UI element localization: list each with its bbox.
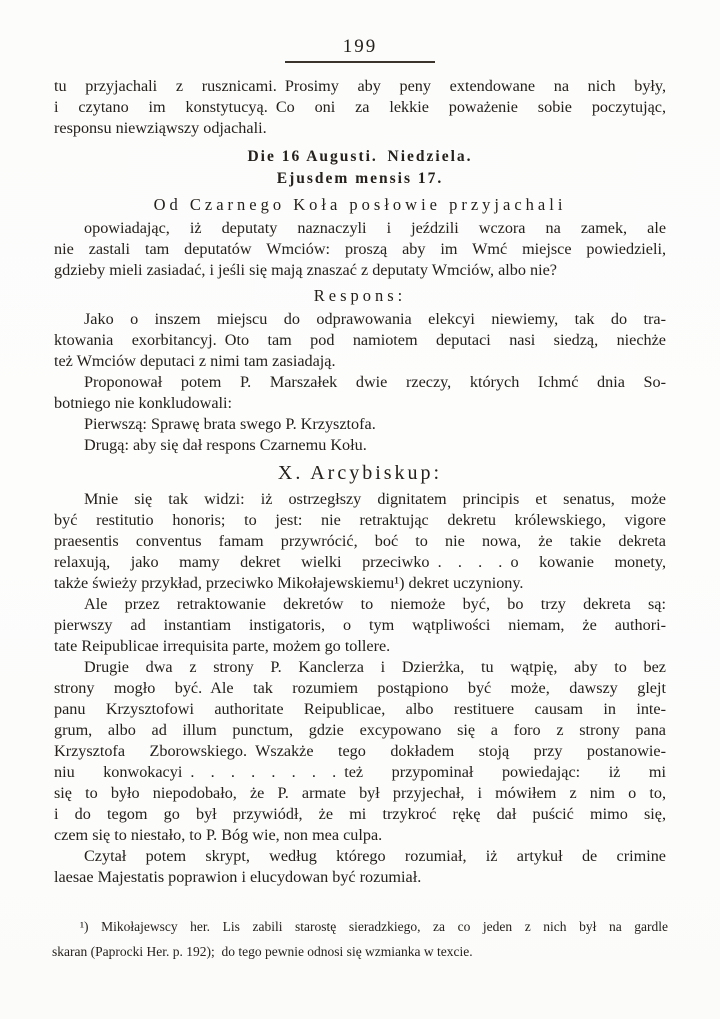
page-header [0, 36, 720, 63]
text-line: Czytał potem skrypt, według którego rozumiał, iż artykuł de crimine [84, 847, 666, 865]
text-line: botniego nie konkludowali: [54, 394, 233, 412]
text-line: grum, albo ad illum punctum, gdzie excypowano się a foro z strony pana [54, 721, 666, 739]
text-line: nie zastali tam deputatów Wmciów: proszą aby im Wmć miejsce powiedzieli, [54, 240, 666, 258]
paragraph [54, 489, 666, 594]
paragraph [54, 435, 666, 456]
text-line: ktowania exorbitancyj. Oto tam pod namiotem deputaci nasi siedzą, niechże [54, 331, 666, 349]
text-line: praesentis conventus famam przywrócić, boć to nie nowa, że takie dekreta [54, 532, 666, 550]
text-line: i czytano im konstytucyą. Co oni za lekkie poważenie sobie poczytując, [54, 98, 666, 116]
text-line: Ale przez retraktowanie dekretów to niemoże być, bo trzy dekreta są: [84, 595, 666, 613]
text-line: gdzieby mieli zasiadać, i jeśli się mają znaszać z deputaty Wmciów, albo nie? [54, 261, 557, 279]
text-line: opowiadając, iż deputaty naznaczyli i jeździli wczora na zamek, ale [84, 219, 666, 237]
paragraph [54, 414, 666, 435]
paragraph [54, 846, 666, 888]
section-heading: Od Czarnego Koła posłowie przyjachali [153, 195, 567, 214]
text-line: laesae Majestatis poprawion i elucydowan być rozumiał. [54, 868, 422, 886]
text-line: czem się to niestało, to P. Bóg wie, non mea culpa. [54, 826, 383, 844]
text-line: tate Reipublicae irrequisita parte, możem go tollere. [54, 637, 391, 655]
text-line: Krzysztofa Zborowskiego. Wszakże tego dokładem stoją przy postanowie- [54, 742, 666, 760]
paragraph [54, 76, 666, 139]
paragraph [54, 372, 666, 414]
paragraph [54, 657, 666, 846]
text-column [54, 76, 666, 888]
text-line: być restitutio honoris; to jest: nie retraktując dekretu królewskiego, vigore [54, 511, 666, 529]
paragraph [54, 309, 666, 372]
text-line: tu przyjachali z rusznicami. Prosimy aby peny extendowane na nich były, [54, 77, 666, 95]
text-line: także świeży przykład, przeciwko Mikołajewskiemu¹) dekret uczyniony. [54, 574, 524, 592]
text-line: ¹) Mikołajewscy her. Lis zabili starostę sieradzkiego, za co jeden z nich był na gardle [80, 919, 668, 934]
text-line: Drugie dwa z strony P. Kanclerza i Dzierżka, tu wątpię, aby to bez [84, 658, 666, 676]
text-line: Drugą: aby się dał respons Czarnemu Kołu. [84, 436, 367, 454]
text-line: i do tegom go był przywiódł, że mi trzykroć rękę dał puścić mimo się, [54, 805, 666, 823]
text-line: się to było niepodobało, że P. armate był przyjechał, i mówiłem z nim o to, [54, 784, 666, 802]
section-heading: Die 16 Augusti. Niedziela. [247, 148, 473, 165]
paragraph [54, 218, 666, 281]
text-line: relaxują, jako mamy dekret wielki przeciwko . . . . o kowanie monety, [54, 553, 666, 571]
text-line: pierwszy ad instantiam instigatoris, o tym wątpliwości niemam, że authori- [54, 616, 666, 634]
section-heading: Respons: [313, 286, 407, 305]
paragraph [54, 594, 666, 657]
text-line: panu Krzysztofowi authoritate Reipublicae, albo restituere causam in inte- [54, 700, 666, 718]
text-line: Mnie się tak widzi: iż ostrzegłszy dignitatem principis et senatus, może [84, 490, 666, 508]
text-line: Pierwszą: Sprawę brata swego P. Krzysztofa. [84, 415, 376, 433]
text-line: też Wmciów deputaci z nimi tam zasiadają. [54, 352, 336, 370]
text-line: niu konwokacyi . . . . . . . . też przypominał powiedając: iż mi [54, 763, 666, 781]
section-heading: X. Arcybiskup: [277, 462, 443, 484]
text-line: strony mogło być. Ale tak rozumiem postąpiono być może, dawszy glejt [54, 679, 666, 697]
text-line: Proponował potem P. Marszałek dwie rzeczy, których Ichmć dnia So- [84, 373, 666, 391]
text-line: responsu niewziąwszy odjachali. [54, 119, 267, 137]
page-number: 199 [285, 36, 435, 63]
section-heading: Ejusdem mensis 17. [276, 170, 444, 187]
text-line: Jako o inszem miejscu do odprawowania elekcyi niewiemy, tak do tra- [84, 310, 666, 328]
text-line: skaran (Paprocki Her. p. 192); do tego pewnie odnosi się wzmianka w texcie. [52, 944, 473, 959]
footnote [52, 914, 668, 964]
